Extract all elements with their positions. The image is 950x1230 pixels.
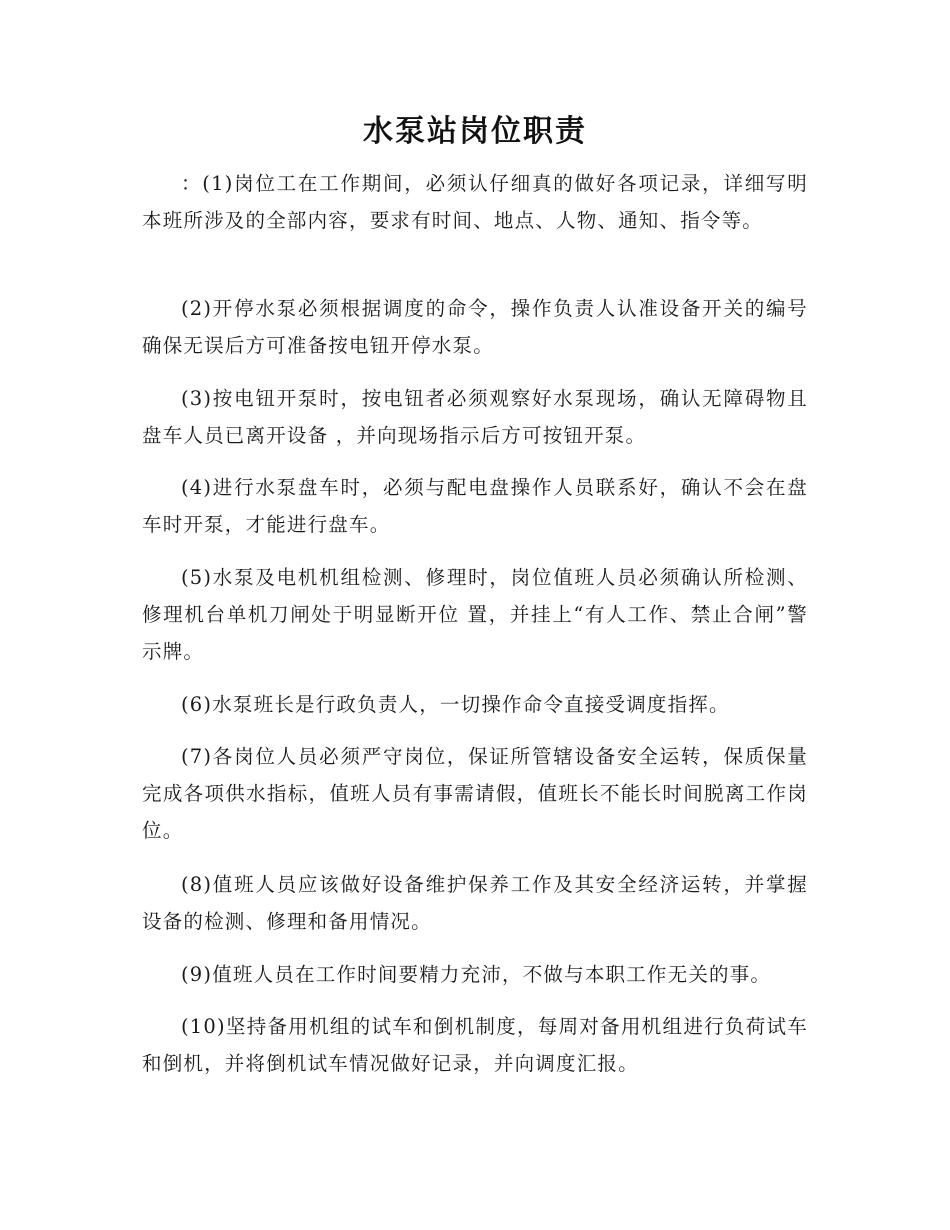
- paragraph-3: (3)按电钮开泵时，按电钮者必须观察好水泵现场，确认无障碍物且盘车人员已离开设备 ，并向现场指示后方可按钮开泵。: [142, 387, 808, 447]
- paragraph-9: (9)值班人员在工作时间要精力充沛，不做与本职工作无关的事。: [181, 963, 772, 986]
- paragraph-2: (2)开停水泵必须根据调度的命令，操作负责人认准设备开关的编号确保无误后方可准备按电钮开停水泵。: [142, 297, 808, 357]
- paragraph-6: (6)水泵班长是行政负责人，一切操作命令直接受调度指挥。: [181, 693, 730, 716]
- paragraph-4: (4)进行水泵盘车时，必须与配电盘操作人员联系好，确认不会在盘车时开泵，才能进行盘车。: [142, 476, 808, 536]
- page-title: 水泵站岗位职责: [363, 114, 587, 149]
- paragraph-8: (8)值班人员应该做好设备维护保养工作及其安全经济运转，并掌握设备的检测、修理和备用情况。: [142, 873, 808, 933]
- paragraph-5: (5)水泵及电机机组检测、修理时，岗位值班人员必须确认所检测、修理机台单机刀闸处于明显断开位 置，并挂上“有人工作、禁止合闸”警示牌。: [142, 566, 808, 663]
- paragraph-7: (7)各岗位人员必须严守岗位，保证所管辖设备安全运转，保质保量完成各项供水指标，值班人员有事需请假，值班长不能长时间脱离工作岗位。: [142, 745, 808, 842]
- paragraph-10: (10)坚持备用机组的试车和倒机制度，每周对备用机组进行负荷试车和倒机，并将倒机试车情况做好记录，并向调度汇报。: [142, 1015, 808, 1075]
- paragraph-1: ：(1)岗位工在工作期间，必须认仔细真的做好各项记录，详细写明本班所涉及的全部内容，要求有时间、地点、人物、通知、指令等。: [142, 172, 808, 232]
